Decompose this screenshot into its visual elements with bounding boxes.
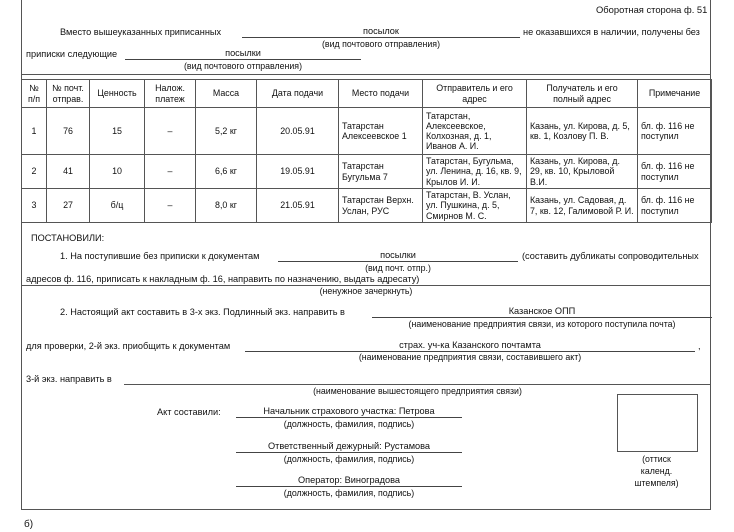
table-cell: Татарстан, Алексеевское, Колхозная, д. 1, Иванов А. И. [423,108,527,155]
table-cell: – [145,108,196,155]
table-cell: 3 [22,189,47,223]
p3-lead: 3-й экз. направить в [26,374,112,384]
table-cell: Казань, ул. Кирова, д. 29, кв. 10, Крыловой В.И. [527,155,638,189]
p2-caption: (наименование предприятия связи, из которого поступила почта) [408,319,676,329]
table-cell: 1 [22,108,47,155]
table-cell: Казань, ул. Садовая, д. 7, кв. 12, Галимовой Р. И. [527,189,638,223]
p1-line2-caption: (ненужное зачеркнуть) [319,286,413,296]
stamp-caption-line: календ. [640,466,673,476]
signature-value: Начальник страхового участка: Петрова [236,406,462,418]
p1-caption: (вид почт. отпр.) [365,263,431,273]
table-cell: 21.05.91 [257,189,339,223]
col-header: Масса [196,80,257,108]
intro-lead: Вместо вышеуказанных приписанных [60,27,222,37]
header-divider [21,74,711,75]
items-table [21,79,712,223]
p1-tail: (составить дубликаты сопроводительных [522,251,699,261]
table-row [22,155,712,189]
form-reference: Оборотная сторона ф. 51 [596,4,708,15]
signatures-lead: Акт составили: [157,407,221,417]
table-cell: б/ц [90,189,145,223]
table-cell: 2 [22,155,47,189]
table-cell: Татарстан Бугульма 7 [339,155,423,189]
table-cell: 19.05.91 [257,155,339,189]
table-header-row [22,80,712,108]
table-cell: бл. ф. 116 не поступил [638,189,712,223]
table-cell: Татарстан, В. Услан, ул. Пушкина, д. 5, Смирнов М. С. [423,189,527,223]
col-header: Налож. платеж [145,80,196,108]
col-header: Отправитель и его адрес [423,80,527,108]
stamp-box [617,394,698,452]
signature-caption: (должность, фамилия, подпись) [283,488,415,498]
col-header: Ценность [90,80,145,108]
table-cell: бл. ф. 116 не поступил [638,155,712,189]
table-cell: 6,6 кг [196,155,257,189]
stamp-caption [612,453,701,489]
table-cell: 10 [90,155,145,189]
intro-item-value: посылок [242,26,520,38]
table-cell: Татарстан, Бугульма, ул. Ленина, д. 16, кв. 9, Крылов И. И. [423,155,527,189]
table-cell: Татарстан Верхн. Услан, РУС [339,189,423,223]
table-cell: – [145,189,196,223]
table-cell: Казань, ул. Кирова, д. 5, кв. 1, Козлову П. В. [527,108,638,155]
resolved-heading: ПОСТАНОВИЛИ: [31,233,105,243]
p3-caption: (наименование вышестоящего предприятия связи) [313,386,522,396]
col-header: № почт. отправ. [47,80,90,108]
intro-line2-caption: (вид почтового отправления) [183,61,303,71]
table-cell: 41 [47,155,90,189]
table-cell: 15 [90,108,145,155]
signature-caption: (должность, фамилия, подпись) [283,454,415,464]
signature-value: Оператор: Виноградова [236,475,462,487]
intro-line2-value: посылки [125,48,361,60]
signature-caption: (должность, фамилия, подпись) [283,419,415,429]
p2-line2-value: страх. уч-ка Казанского почтамта [245,340,695,352]
p1-line2: адресов ф. 116, приписать к накладным ф. 16, направить по назначению, выдать адресату) [26,274,420,284]
intro-tail: не оказавшихся в наличии, получены без [523,27,700,37]
p2-line2-comma: , [698,341,701,351]
col-header: Дата подачи [257,80,339,108]
p2-lead: 2. Настоящий акт составить в 3-х экз. Подлинный экз. направить в [60,307,345,317]
table-cell: Татарстан Алексеевское 1 [339,108,423,155]
table-cell: 8,0 кг [196,189,257,223]
p2-line2-caption: (наименование предприятия связи, составившего акт) [358,352,582,362]
table-cell: 20.05.91 [257,108,339,155]
footnote-label: б) [24,519,34,530]
col-header: № п/п [22,80,47,108]
intro-line2-lead: приписки следующие [26,49,118,59]
stamp-caption-line: штемпеля) [634,478,679,488]
table-row [22,108,712,155]
table-cell: 76 [47,108,90,155]
p1-value: посылки [278,250,518,262]
table-cell: 27 [47,189,90,223]
table-cell: 5,2 кг [196,108,257,155]
stamp-caption-line: (оттиск [642,454,671,464]
col-header: Место подачи [339,80,423,108]
table-cell: бл. ф. 116 не поступил [638,108,712,155]
intro-item-caption: (вид почтового отправления) [321,39,441,49]
col-header: Получатель и его полный адрес [527,80,638,108]
signature-value: Ответственный дежурный: Рустамова [236,441,462,453]
p3-underline [124,384,711,385]
p1-lead: 1. На поступившие без приписки к документам [60,251,260,261]
table-cell: – [145,155,196,189]
col-header: Примечание [638,80,712,108]
p2-line2-lead: для проверки, 2-й экз. приобщить к документам [26,341,231,351]
p2-value: Казанское ОПП [372,306,712,318]
table-row [22,189,712,223]
